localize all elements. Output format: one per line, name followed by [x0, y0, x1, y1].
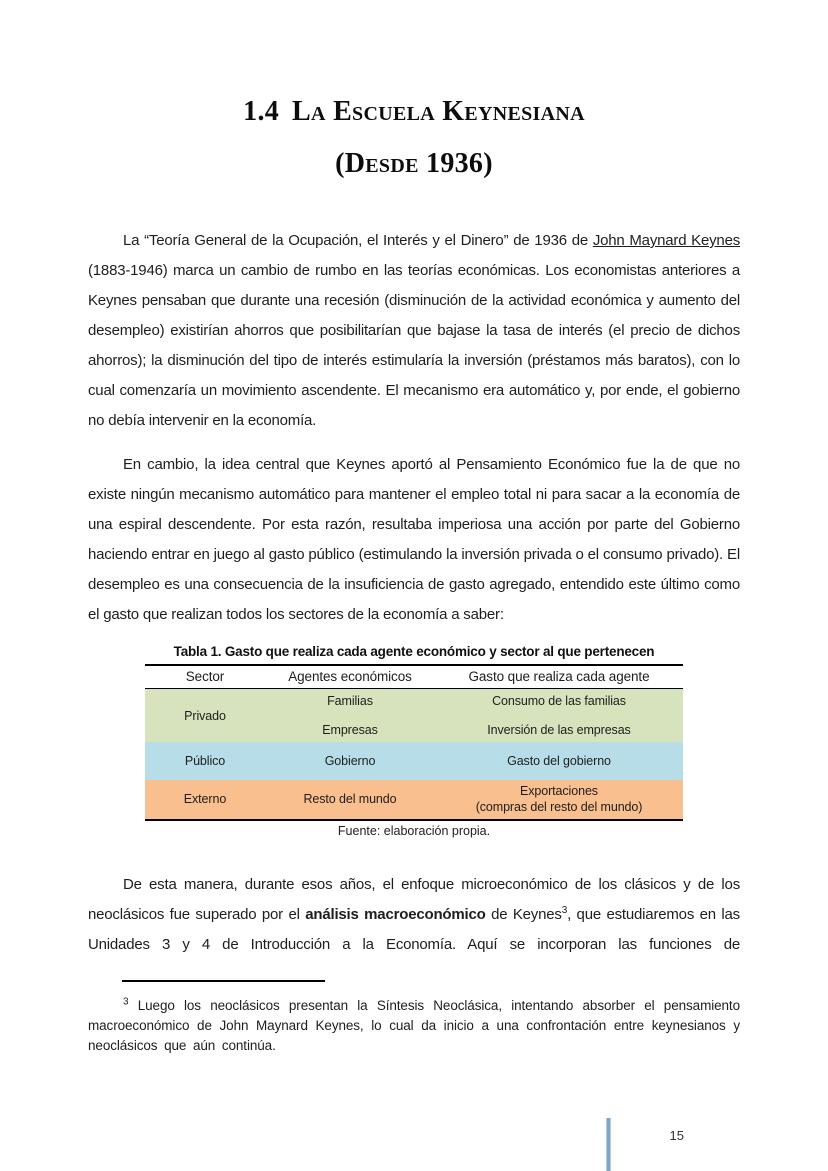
cell-agentes-privado [265, 689, 435, 743]
text-column [88, 0, 740, 1069]
cell-line-exportaciones: Exportaciones [520, 784, 598, 798]
footnote-separator [122, 980, 325, 982]
cell-line-inversion: Inversión de las empresas [487, 723, 631, 737]
cell-agentes-externo: Resto del mundo [265, 780, 435, 820]
cell-line-consumo: Consumo de las familias [492, 694, 626, 708]
section-number: 1.4 [243, 96, 280, 127]
cell-agentes-publico: Gobierno [265, 742, 435, 780]
footnote [88, 996, 740, 1056]
table-row-privado [145, 689, 683, 743]
cell-gasto-privado [435, 689, 683, 743]
table-header-sector: Sector [145, 665, 265, 689]
paragraph-text: De esta manera, durante esos años, el enfoque microeconómico de los clásicos y de los neoclásicos fue superado por el [88, 876, 740, 923]
paragraph-text: La “Teoría General de la Ocupación, el Interés y el Dinero” de 1936 de [123, 232, 593, 249]
table-row-externo [145, 780, 683, 820]
table-caption: Tabla 1. Gasto que realiza cada agente económico y sector al que pertenecen [173, 644, 655, 659]
bold-analisis-macroeconomico: análisis macroeconómico [305, 906, 486, 923]
paragraph-text: , que estudiaremos en las Unidades 3 y 4 de Introducción a la Economía. Aquí se incorporan las funciones de [88, 906, 740, 953]
section-title-line1 [88, 86, 740, 138]
cell-gasto-externo [435, 780, 683, 820]
table-header-agentes: Agentes económicos [265, 665, 435, 689]
footnote-marker: 3 [123, 996, 129, 1007]
table-source: Fuente: elaboración propia. [337, 824, 491, 838]
paragraph-text: (1883-1946) marca un cambio de rumbo en las teorías económicas. Los economistas anteriores a Keynes pensaban que durante una recesión (disminución de la actividad económica y aumento del desempleo) existirían ahorros que posibilitarían que bajase la tasa de interés (el precio de dichos ahorros); la disminución del tipo de interés estimularía la inversión (préstamos más baratos), con lo cual comenzaría un movimiento ascendente. El mecanismo era automático y, por ende, el gobierno no debía intervenir en la economía. [88, 262, 740, 429]
footnote-text: Luego los neoclásicos presentan la Síntesis Neoclásica, intentando absorber el pensamiento macroeconómico de John Maynard Keynes, lo cual da inicio a una confrontación entre keynesianos y neoclásicos que aún continúa. [88, 997, 740, 1053]
cell-line-compras: (compras del resto del mundo) [475, 800, 643, 814]
paragraph-text: de Keynes [485, 906, 562, 923]
paragraph-keynes-idea: En cambio, la idea central que Keynes aportó al Pensamiento Económico fue la de que no existe ningún mecanismo automático para mantener el empleo total ni para sacar a la economía de una espiral descendente. Por esta razón, resultaba imperiosa una acción por parte del Gobierno haciendo entrar en juego al gasto público (estimulando la inversión privada o el consumo privado). El desempleo es una consecuencia de la insuficiencia de gasto agregado, entendido este último como el gasto que realizan todos los sectores de la economía a saber: [88, 456, 740, 623]
cell-gasto-publico: Gasto del gobierno [435, 742, 683, 780]
table-gasto-agentes [145, 664, 683, 821]
section-title [88, 86, 740, 190]
cell-sector-privado: Privado [145, 689, 265, 743]
cell-line-empresas: Empresas [322, 723, 378, 737]
section-title-line2: (Desde 1936) [335, 148, 493, 179]
footnote-reference: 3 [561, 905, 568, 916]
page-number: 15 [669, 1128, 684, 1143]
footer-accent-bar [606, 1118, 611, 1171]
cell-sector-externo: Externo [145, 780, 265, 820]
paragraph-intro [88, 226, 740, 436]
table-header-row [145, 665, 683, 689]
underlined-name-keynes: John Maynard Keynes [592, 232, 741, 249]
table-row-publico [145, 742, 683, 780]
section-title-text: La Escuela Keynesiana [292, 96, 585, 127]
cell-sector-publico: Público [145, 742, 265, 780]
cell-line-familias: Familias [327, 694, 373, 708]
table-header-gasto: Gasto que realiza cada agente [435, 665, 683, 689]
paragraph-macro [88, 870, 740, 960]
